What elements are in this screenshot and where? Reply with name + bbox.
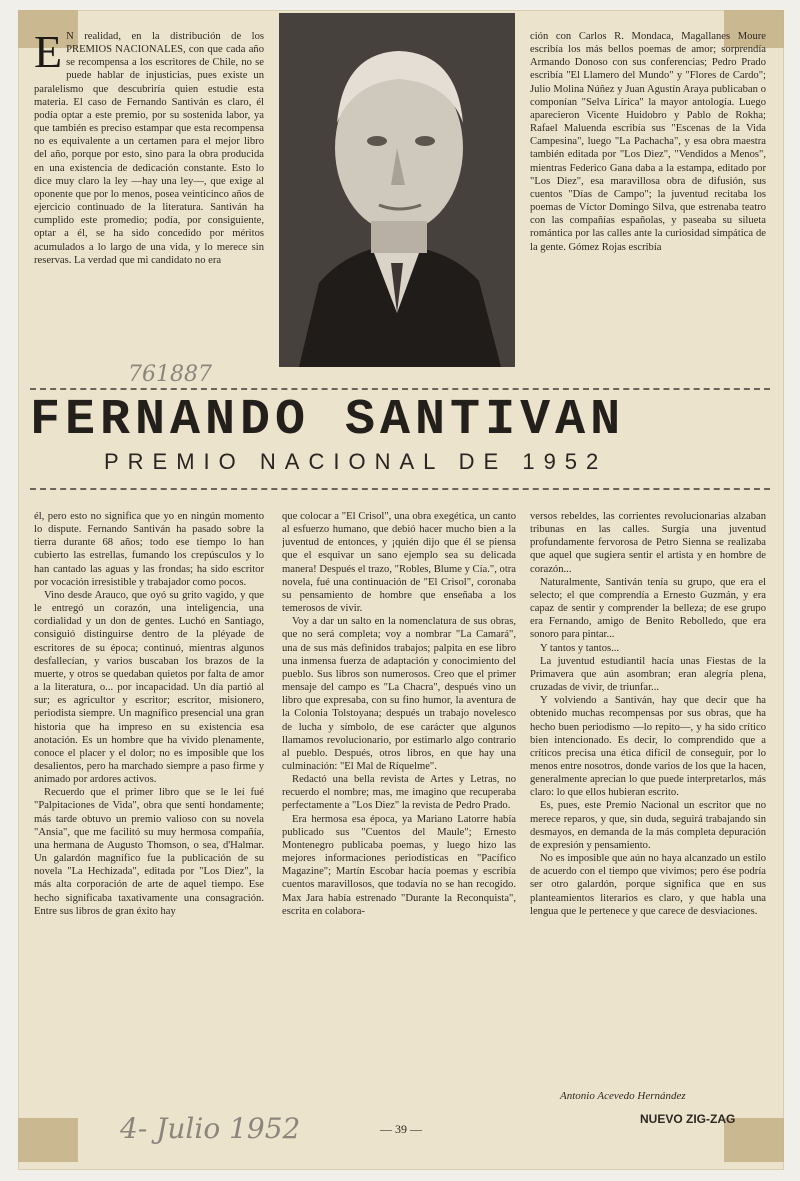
col2-paragraph-1: que colocar a "El Crisol", una obra exegética, un canto al esfuerzo humano, que debió hacer mucho bien a la juventud de entonces, y ¡quién dijo que él se piensa que el esquivar un sano ejemplo sea su delicada manera! Después el trazo, "Robles, Blume y Cía.", otra novela, fué una continuación de "El Crisol", coronaba su pensamiento de hombre que enseñaba a los temerosos de vivir. — [282, 511, 516, 615]
body-column-3 — [530, 510, 766, 1085]
col1-paragraph-1: él, pero esto no significa que yo en ningún momento lo dispute. Fernando Santiván ha pasado sobre la tierra durante 68 años; todo ese tiempo lo han cubierto las estrellas, fumando los crepúsculos y lo han cantado las aguas y las frondas; ha sido escritor por vocación irresistible y trabajador como pocos. — [34, 511, 264, 588]
col3-paragraph-3: Y tantos y tantos... — [540, 642, 620, 654]
top-right-paragraph: ción con Carlos R. Mondaca, Magallanes Moure escribía los más bellos poemas de amor; sorprendía Armando Donoso con sus conferencias; Pedro Prado escribía "El Llamero del Mundo" y "Flores de Cardo"; Julio Molina Núñez y Juan Agustín Araya publicaban o componían "Selva Lírica" la mayor antología. Luego aparecieron Vicente Huidobro y Pablo de Rokha; Rafael Maluenda escribía sus "Escenas de la Vida Campesina", luego "La Pachacha", y esa obra maestra también editada por "Los Diez", "Vendidos a Menos", mientras Federico Gana daba a la estampa, editado por "Los Diez", esa maravillosa obra de difusión, sus cuentos "Días de Campo"; la juventud recitaba los poemas de Víctor Domingo Silva, que estrenaba teatro con las compañías españolas, y paseaba su silueta romántica por las calles ante la curiosidad simpática de la gente. Gómez Rojas escribía — [530, 31, 766, 253]
article-title: FERNANDO SANTIVAN — [30, 392, 626, 449]
portrait-photo — [279, 13, 515, 367]
portrait-illustration — [279, 13, 515, 367]
divider-bottom — [30, 488, 770, 490]
dropcap: E — [34, 30, 63, 77]
col2-paragraph-3: Redactó una bella revista de Artes y Letras, no recuerdo el nombre; mas, me imagino que recuperaba perfectamente a "Los Diez" la revista de Pedro Prado. — [282, 774, 516, 812]
col1-paragraph-3: Recuerdo que el primer libro que se le leí fué "Palpitaciones de Vida", obra que sentí hondamente; más tarde obtuvo un premio valioso con su novela "Ansia", que me facilitó su muy hermosa compañía, una hermana de Augusto Thomson, o sea, d'Halmar. Un galardón magnífico fue la publicación de su novela "La Hechizada", editada por "Los Diez", la más alta corporación de arte de aquel tiempo. Ese hecho significaba taxativamente una consagración. Entre sus libros de gran éxito hay — [34, 787, 264, 917]
col3-paragraph-6: Es, pues, este Premio Nacional un escritor que no merece reparos, y que, sin duda, seguirá trabajando sin desmayos, en demanda de la más completa depuración de expresión y pensamiento. — [530, 800, 766, 851]
tape-corner-bottom-left — [18, 1118, 78, 1162]
catalog-mark: 761887 — [128, 362, 212, 387]
publication-source: NUEVO ZIG-ZAG — [640, 1112, 736, 1126]
divider-top — [30, 388, 770, 390]
col2-paragraph-4: Era hermosa esa época, ya Mariano Latorre había publicado sus "Cuentos del Maule"; Ernesto Montenegro publicaba poemas, y luego hizo las mejores informaciones periodísticas en "Pacífico Magazine"; Martín Escobar hacía poemas y escribía cuentos maravillosos, que todavía no se han recogido. Max Jara había estrenado "Durante la Reconquista", escrita en colabora- — [282, 813, 516, 917]
col1-paragraph-2: Vino desde Arauco, que oyó su grito vagido, y que le entregó un corazón, una inteligencia, una cordialidad y un don de gentes. Luchó en Santiago, consiguió distinguirse dentro de la pléyade de escritores de su época; continuó, mientras algunos desfallecían, y varios buscaban los brazos de la muerte, y otros se quedaban quietos por falta de amor a la literatura, o... por incapacidad. Un día partió al sur; es agricultor y escritor; escritor, misionero, periodista siempre. Un magnífico presencial una gran historia que ha impreso en su existencia esa anotación. Es un hombre que ha vivido plenamente, conoce el placer y el dolor; no es imposible que los desalientos, pero ha marchado siempre a paso firme y animado por ardores activos. — [34, 589, 264, 786]
col2-paragraph-2: Voy a dar un salto en la nomenclatura de sus obras, que no será completa; voy a nombrar "La Camará", una de sus más definidos trabajos; palpita en ese libro una inmensa fuerza de adaptación y conocimiento del pueblo. Sus libros son numerosos. Creo que el primer mensaje del campo es "La Chacra", después vino un libro que expresaba, con su fino humor, la aventura de la Colonia Tolstoyana; después un trabajo novelesco de lucha y símbolo, de ese carácter que algunos llamamos revolucionario, por estimarlo algo contrario al pueblo. Después, otros libros, en que hay una culminación: "El Mal de Ríquelme". — [282, 616, 516, 772]
col3-paragraph-5: Y volviendo a Santiván, hay que decir que ha obtenido muchas recompensas por sus obras, que ha hecho buen periodismo —lo repito—, y ha sido crítico bien intencionado. Es decir, lo comprendido que a críticos precisa una ética difícil de conseguir, por lo menos entre nosotros, donde varios de los que la hacen, generalmente aprecian lo que puede interpretarlos, más claro: lo que ellos hubieran escrito. — [530, 695, 766, 799]
article-subtitle: PREMIO NACIONAL DE 1952 — [104, 449, 608, 474]
page-number: — 39 — — [380, 1122, 422, 1136]
top-right-column — [530, 30, 766, 360]
col3-paragraph-4: La juventud estudiantil hacía unas Fiestas de la Primavera que aún asombran; eran alegría plena, cruzadas de vivir, de triunfar... — [530, 655, 766, 694]
body-column-1 — [34, 510, 264, 1100]
col3-paragraph-2: Naturalmente, Santiván tenía su grupo, que era el selecto; el que comprendía a Ernesto Guzmán, y era capaz de sentir y comprender la belleza; de ese grupo era Fernando, amigo de Benito Rebolledo, que era sonoro para pintar... — [530, 576, 766, 641]
intro-paragraph: N realidad, en la distribución de los PREMIOS NACIONALES, con que cada año se recompensa a los escritores de Chile, no se puede hablar de injusticias, pues existe un paralelismo que descubriría quien estudie esta materia. El caso de Fernando Santiván es claro, él podía optar a este premio, por su sostenida labor, ya que también es preciso estampar que esta recompensa no es equivalente a un certamen para el mejor libro del año, porque por esto, sino para la obra producida en una existencia de dedicación constante. Esto lo dice muy claro la ley —hay una ley—, que exige al oponente que por lo menos, posea veinticinco años de ejercicio continuado de la literatura. Santiván ha cumplido este promedio; podía, por consiguiente, optar a él, se ha sido concedido por méritos acumulados a lo largo de una vida, y lo merece sin reservas. La verdad que mi candidato no era — [34, 31, 264, 266]
col3-paragraph-1: versos rebeldes, las corrientes revolucionarias alzaban tribunas en las calles. Surgía una juventud profundamente fervorosa de Petro Sienna se realizaba que aquel que sugiera sentir el artista y en hombre de corazón... — [530, 511, 766, 575]
author-signature: Antonio Acevedo Hernández — [560, 1090, 686, 1102]
col3-paragraph-7: No es imposible que aún no haya alcanzado un estilo de acuerdo con el tiempo que vivimos; pero ése podría ser otro galardón, porque significa que en sus planteamientos literarios es claro, y que habla una lengua que le pertenece y que carece de desviaciones. — [530, 853, 766, 917]
intro-column — [34, 30, 264, 360]
body-column-2 — [282, 510, 516, 1100]
handwritten-date: 4- Julio 1952 — [120, 1112, 301, 1145]
